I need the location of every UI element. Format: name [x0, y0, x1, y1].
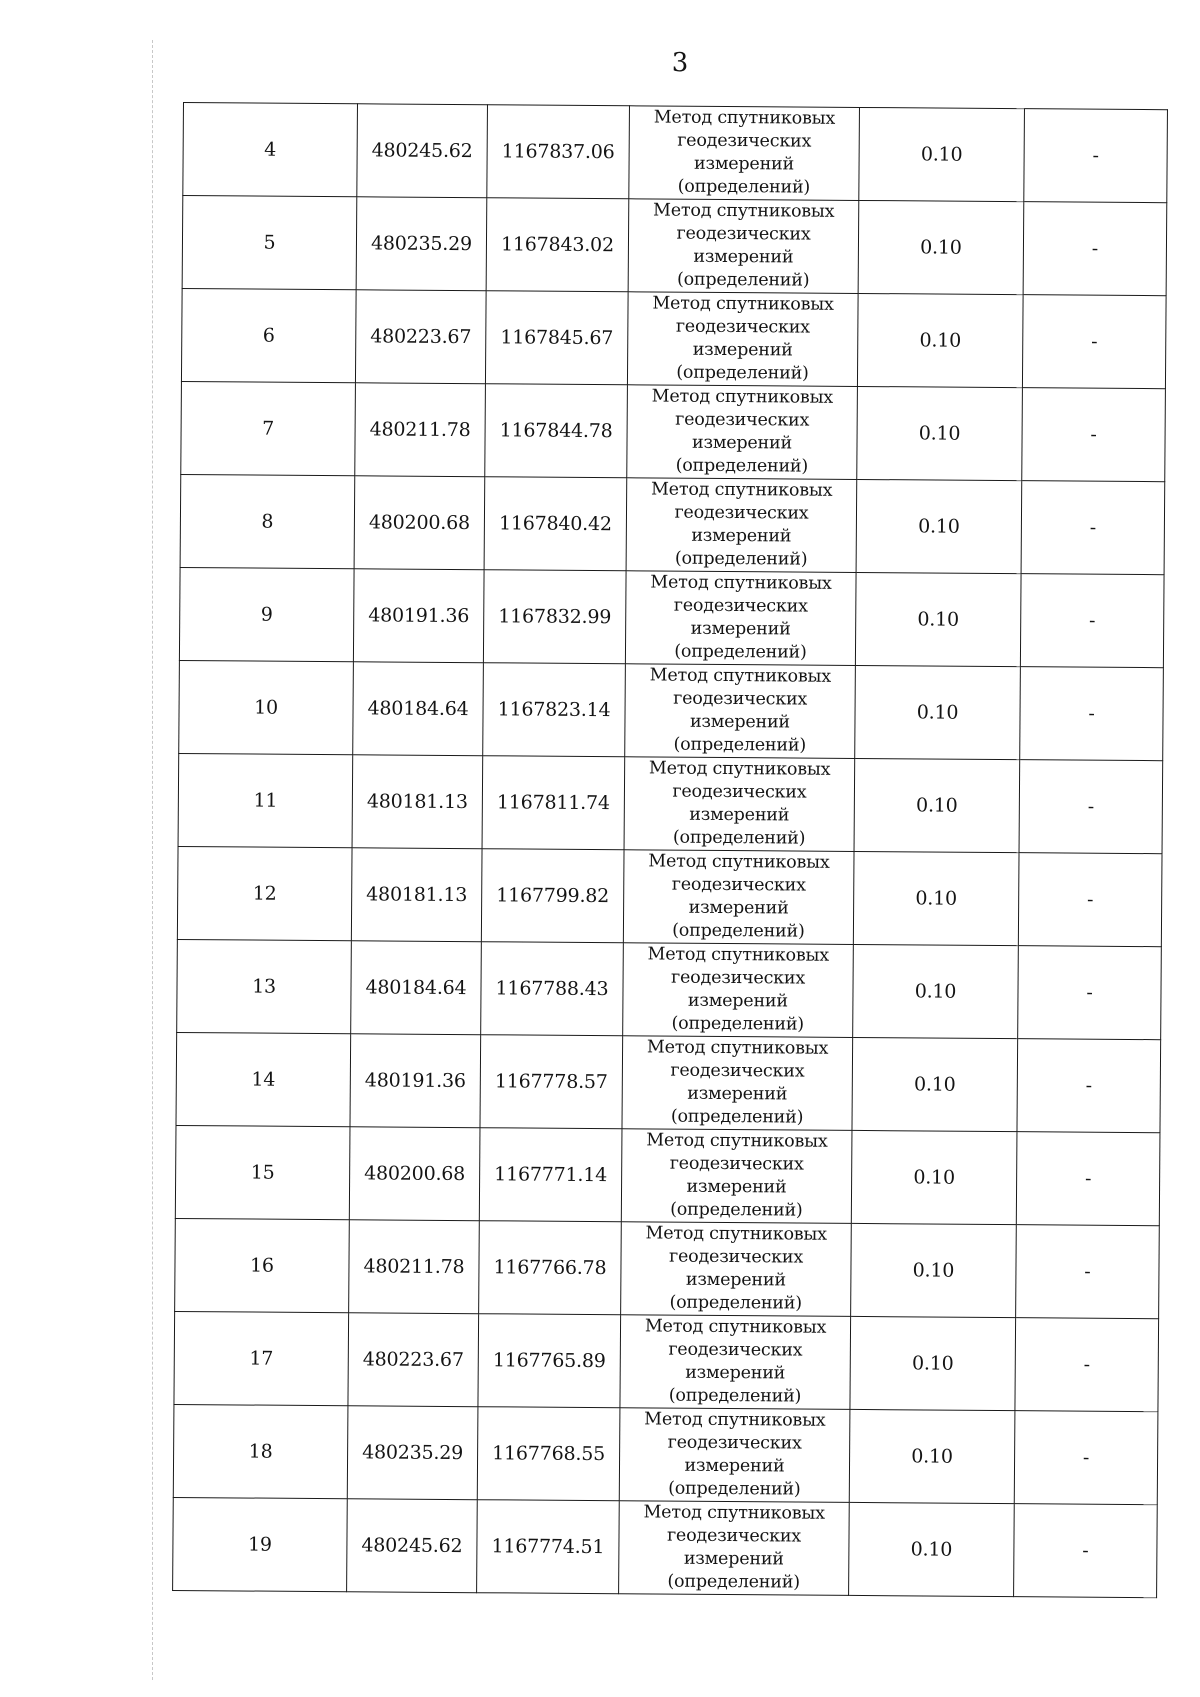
- table-row: [182, 196, 1167, 296]
- note-cell: -: [1017, 1039, 1161, 1133]
- left-margin-guide: [152, 40, 153, 1680]
- table-row: [177, 939, 1162, 1039]
- y-coordinate-cell: 1167778.57: [480, 1035, 623, 1129]
- table-row: [179, 660, 1164, 760]
- coordinates-table: [172, 102, 1168, 1598]
- method-cell: Метод спутниковых геодезических измерений (определений): [624, 757, 855, 852]
- accuracy-cell: 0.10: [849, 1502, 1015, 1596]
- note-cell: -: [1016, 1132, 1160, 1226]
- table-row: [179, 567, 1164, 667]
- note-cell: -: [1023, 202, 1167, 296]
- x-coordinate-cell: 480181.13: [352, 755, 483, 849]
- point-number-cell: 18: [173, 1404, 348, 1498]
- point-number-cell: 15: [175, 1125, 350, 1219]
- method-cell: Метод спутниковых геодезических измерений (определений): [629, 106, 860, 201]
- point-number-cell: 9: [179, 567, 354, 661]
- note-cell: -: [1022, 388, 1166, 482]
- table-body: [173, 103, 1168, 1598]
- table-row: [178, 753, 1163, 853]
- accuracy-cell: 0.10: [857, 386, 1023, 480]
- note-cell: -: [1014, 1504, 1158, 1598]
- y-coordinate-cell: 1167823.14: [483, 663, 626, 757]
- table-row: [177, 846, 1162, 946]
- method-cell: Метод спутниковых геодезических измерений (определений): [625, 664, 856, 759]
- point-number-cell: 13: [177, 939, 352, 1033]
- method-cell: Метод спутниковых геодезических измерений (определений): [623, 850, 854, 945]
- point-number-cell: 7: [181, 381, 356, 475]
- method-cell: Метод спутниковых геодезических измерений (определений): [621, 1129, 852, 1224]
- point-number-cell: 6: [181, 288, 356, 382]
- table-row: [175, 1218, 1160, 1318]
- note-cell: -: [1018, 853, 1162, 947]
- accuracy-cell: 0.10: [859, 107, 1025, 201]
- point-number-cell: 12: [177, 846, 352, 940]
- note-cell: -: [1015, 1318, 1159, 1412]
- x-coordinate-cell: 480211.78: [355, 383, 486, 477]
- y-coordinate-cell: 1167832.99: [483, 570, 626, 664]
- x-coordinate-cell: 480184.64: [351, 941, 482, 1035]
- x-coordinate-cell: 480200.68: [349, 1127, 480, 1221]
- x-coordinate-cell: 480211.78: [349, 1220, 480, 1314]
- accuracy-cell: 0.10: [853, 944, 1019, 1038]
- accuracy-cell: 0.10: [856, 479, 1022, 573]
- x-coordinate-cell: 480191.36: [353, 569, 484, 663]
- x-coordinate-cell: 480223.67: [355, 290, 486, 384]
- table-row: [174, 1311, 1159, 1411]
- point-number-cell: 5: [182, 196, 357, 290]
- accuracy-cell: 0.10: [853, 851, 1019, 945]
- x-coordinate-cell: 480245.62: [347, 1499, 478, 1593]
- point-number-cell: 11: [178, 753, 353, 847]
- page-number: 3: [671, 48, 689, 78]
- point-number-cell: 10: [179, 660, 354, 754]
- method-cell: Метод спутниковых геодезических измерений (определений): [626, 478, 857, 573]
- accuracy-cell: 0.10: [857, 293, 1023, 387]
- y-coordinate-cell: 1167844.78: [485, 384, 628, 478]
- point-number-cell: 8: [180, 474, 355, 568]
- accuracy-cell: 0.10: [854, 758, 1020, 852]
- method-cell: Метод спутниковых геодезических измерений (определений): [622, 1036, 853, 1131]
- y-coordinate-cell: 1167837.06: [487, 105, 630, 199]
- accuracy-cell: 0.10: [855, 665, 1021, 759]
- table-row: [175, 1125, 1160, 1225]
- x-coordinate-cell: 480200.68: [354, 476, 485, 570]
- y-coordinate-cell: 1167845.67: [485, 291, 628, 385]
- y-coordinate-cell: 1167799.82: [481, 849, 624, 943]
- x-coordinate-cell: 480184.64: [353, 662, 484, 756]
- point-number-cell: 4: [183, 103, 358, 197]
- table-row: [183, 103, 1168, 203]
- table-row: [176, 1032, 1161, 1132]
- note-cell: -: [1018, 946, 1162, 1040]
- y-coordinate-cell: 1167788.43: [481, 942, 624, 1036]
- method-cell: Метод спутниковых геодезических измерений (определений): [621, 1222, 852, 1317]
- x-coordinate-cell: 480223.67: [348, 1313, 479, 1407]
- note-cell: -: [1014, 1411, 1158, 1505]
- accuracy-cell: 0.10: [858, 200, 1024, 294]
- note-cell: -: [1020, 667, 1164, 761]
- y-coordinate-cell: 1167774.51: [477, 1500, 620, 1594]
- table-row: [173, 1497, 1158, 1597]
- method-cell: Метод спутниковых геодезических измерений (определений): [623, 943, 854, 1038]
- table-row: [180, 474, 1165, 574]
- point-number-cell: 19: [173, 1497, 348, 1591]
- accuracy-cell: 0.10: [852, 1037, 1018, 1131]
- note-cell: -: [1016, 1225, 1160, 1319]
- method-cell: Метод спутниковых геодезических измерений (определений): [620, 1315, 851, 1410]
- accuracy-cell: 0.10: [851, 1130, 1017, 1224]
- accuracy-cell: 0.10: [849, 1409, 1015, 1503]
- table-row: [173, 1404, 1158, 1504]
- note-cell: -: [1024, 109, 1168, 203]
- note-cell: -: [1022, 295, 1166, 389]
- point-number-cell: 14: [176, 1032, 351, 1126]
- accuracy-cell: 0.10: [851, 1223, 1017, 1317]
- table-row: [181, 381, 1166, 481]
- accuracy-cell: 0.10: [850, 1316, 1016, 1410]
- x-coordinate-cell: 480245.62: [357, 104, 488, 198]
- y-coordinate-cell: 1167768.55: [477, 1407, 620, 1501]
- accuracy-cell: 0.10: [855, 572, 1021, 666]
- method-cell: Метод спутниковых геодезических измерений (определений): [619, 1408, 850, 1503]
- method-cell: Метод спутниковых геодезических измерений (определений): [628, 199, 859, 294]
- method-cell: Метод спутниковых геодезических измерений (определений): [627, 292, 858, 387]
- point-number-cell: 16: [175, 1218, 350, 1312]
- table-row: [181, 288, 1166, 388]
- method-cell: Метод спутниковых геодезических измерений (определений): [627, 385, 858, 480]
- method-cell: Метод спутниковых геодезических измерений (определений): [619, 1501, 850, 1596]
- y-coordinate-cell: 1167771.14: [479, 1128, 622, 1222]
- note-cell: -: [1020, 574, 1164, 668]
- y-coordinate-cell: 1167840.42: [484, 477, 627, 571]
- note-cell: -: [1019, 760, 1163, 854]
- x-coordinate-cell: 480191.36: [350, 1034, 481, 1128]
- method-cell: Метод спутниковых геодезических измерений (определений): [625, 571, 856, 666]
- x-coordinate-cell: 480235.29: [356, 197, 487, 291]
- note-cell: -: [1021, 481, 1165, 575]
- point-number-cell: 17: [174, 1311, 349, 1405]
- y-coordinate-cell: 1167811.74: [482, 756, 625, 850]
- x-coordinate-cell: 480235.29: [347, 1406, 478, 1500]
- y-coordinate-cell: 1167765.89: [478, 1314, 621, 1408]
- x-coordinate-cell: 480181.13: [351, 848, 482, 942]
- y-coordinate-cell: 1167843.02: [486, 198, 629, 292]
- y-coordinate-cell: 1167766.78: [479, 1221, 622, 1315]
